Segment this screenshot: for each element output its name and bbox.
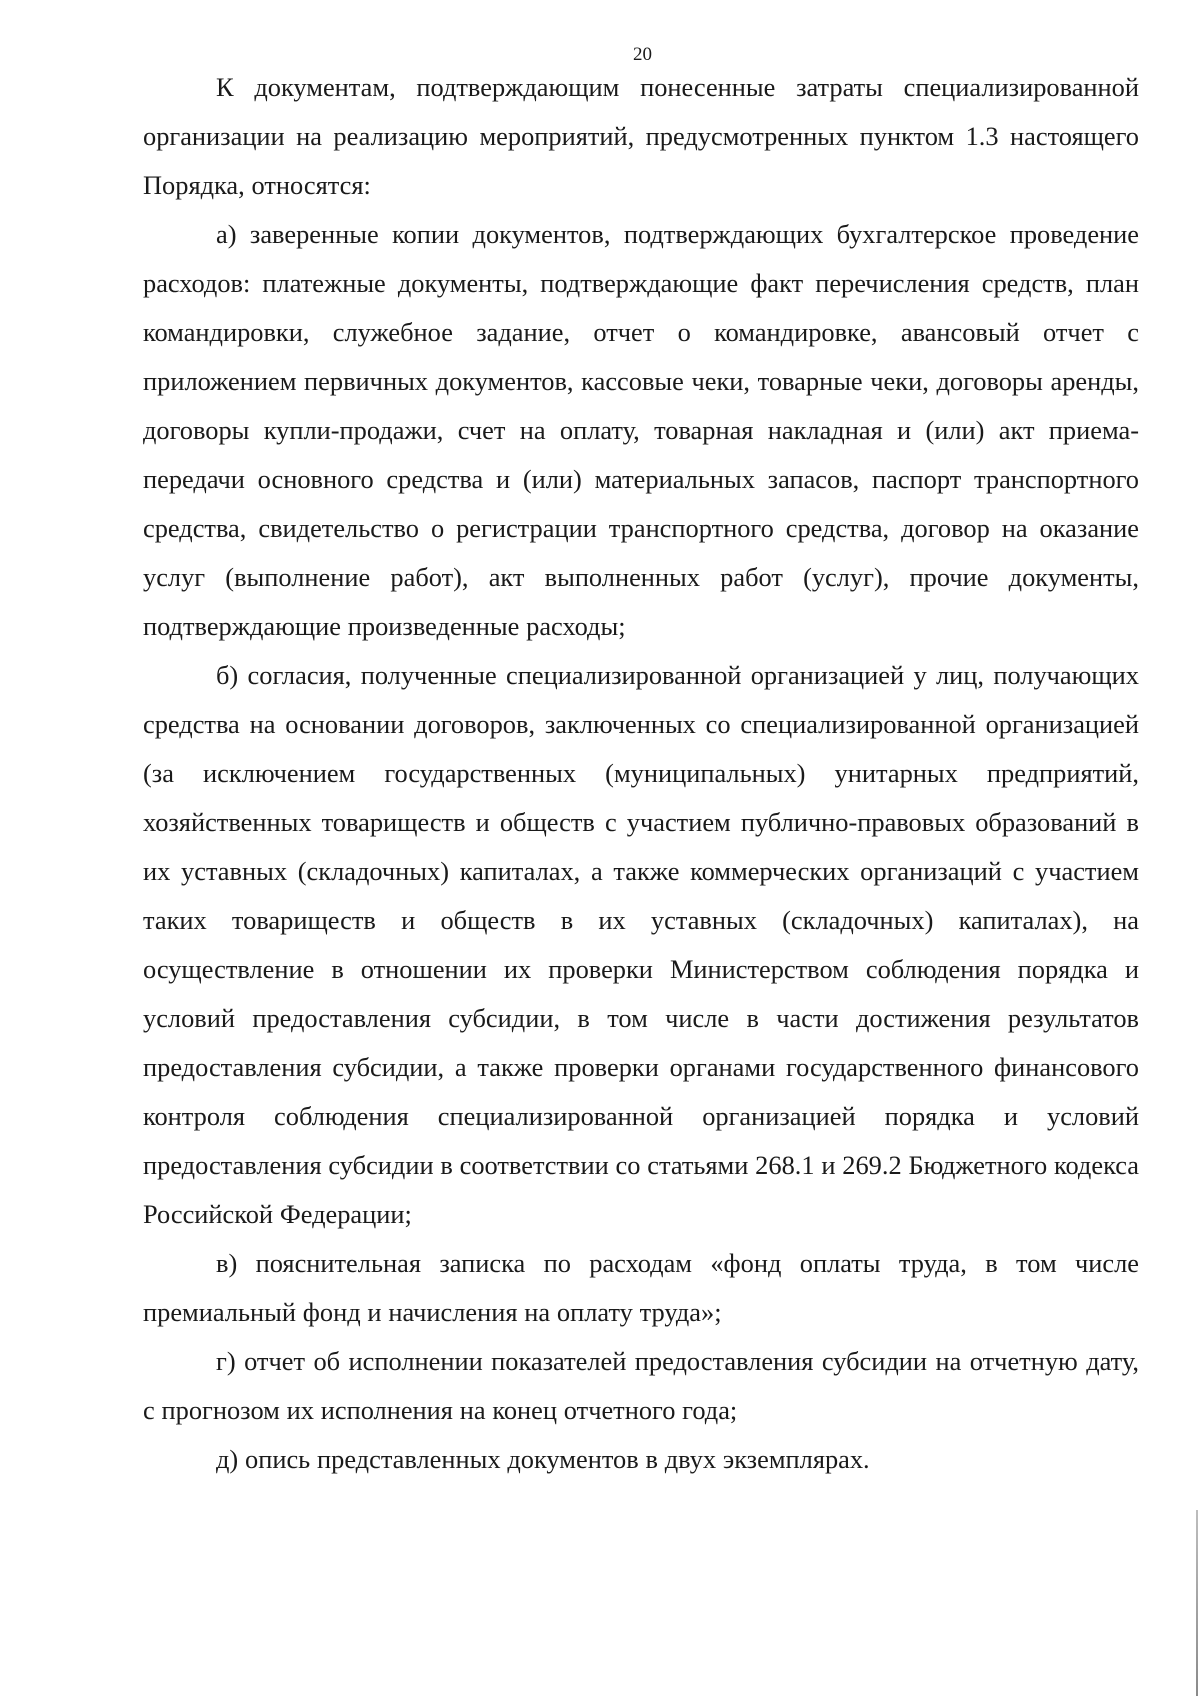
paragraph-item-v: в) пояснительная записка по расходам «фонд оплаты труда, в том числе премиальный фонд и начисления на оплату труда»; bbox=[143, 1248, 1139, 1327]
paragraph-item-b: б) согласия, полученные специализированной организацией у лиц, получающих средства на основании договоров, заключенных со специализированной организацией (за исключением государственных (муниципальных) унитарных предприятий, хозяйственных товариществ и обществ с участием публично-правовых образований в их уставных (складочных) капиталах, а также коммерческих организаций с участием таких товариществ и обществ в их уставных (складочных) капиталах), на осуществление в отношении их проверки Министерством соблюдения порядка и условий предоставления субсидии, в том числе в части достижения результатов предоставления субсидии, а также проверки органами государственного финансового контроля соблюдения специализированной организацией порядка и условий предоставления субсидии в соответствии со статьями 268.1 и 269.2 Бюджетного кодекса Российской Федерации; bbox=[143, 660, 1139, 1229]
page-number: 20 bbox=[633, 44, 652, 65]
document-body bbox=[143, 63, 1139, 1484]
scan-edge-mark bbox=[1196, 1510, 1198, 1696]
paragraph-item-d: д) опись представленных документов в двух экземплярах. bbox=[216, 1444, 870, 1474]
paragraph-item-a: а) заверенные копии документов, подтверждающих бухгалтерское проведение расходов: платежные документы, подтверждающие факт перечисления средств, план командировки, служебное задание, отчет о командировке, авансовый отчет с приложением первичных документов, кассовые чеки, товарные чеки, договоры аренды, договоры купли-продажи, счет на оплату, товарная накладная и (или) акт приема-передачи основного средства и (или) материальных запасов, паспорт транспортного средства, свидетельство о регистрации транспортного средства, договор на оказание услуг (выполнение работ), акт выполненных работ (услуг), прочие документы, подтверждающие произведенные расходы; bbox=[143, 219, 1139, 641]
paragraph-item-g: г) отчет об исполнении показателей предоставления субсидии на отчетную дату, с прогнозом их исполнения на конец отчетного года; bbox=[143, 1346, 1139, 1425]
paragraph-intro: К документам, подтверждающим понесенные затраты специализированной организации на реализацию мероприятий, предусмотренных пунктом 1.3 настоящего Порядка, относятся: bbox=[143, 72, 1139, 200]
